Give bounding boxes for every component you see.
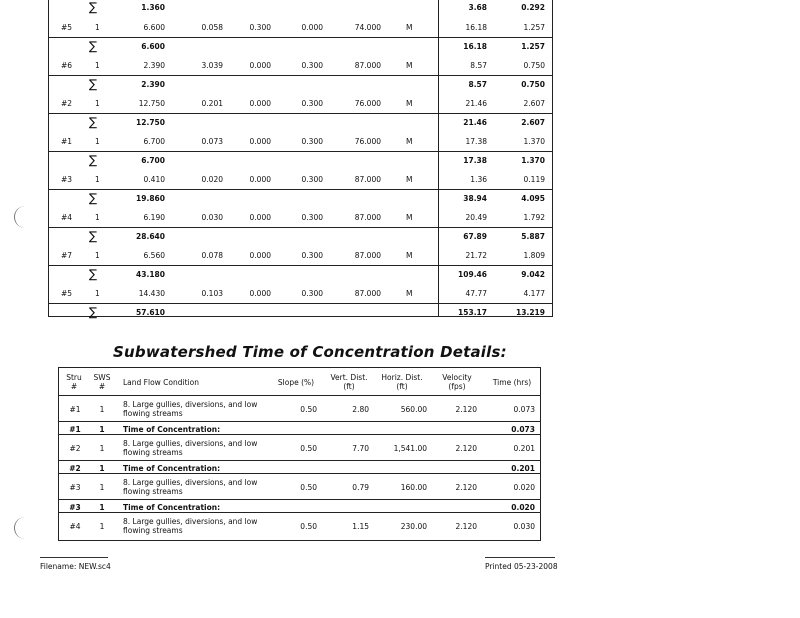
cell-c3: 0.300 [301, 137, 323, 146]
tc-cell-sws: 1 [99, 522, 105, 531]
table-row [49, 94, 552, 113]
tc-cell-land: 8. Large gullies, diversions, and low flowing streams [123, 478, 258, 496]
cell-area: 6.700 [143, 137, 165, 146]
cell-c3: 0.300 [301, 175, 323, 184]
tc-cell-vert: 2.80 [352, 405, 369, 414]
cell-q: 1.36 [470, 175, 487, 184]
tc-cell-horiz: 230.00 [400, 522, 427, 531]
cell-v: 13.219 [516, 308, 545, 317]
cell-cn: 87.000 [354, 61, 381, 70]
cell-q: 109.46 [458, 270, 487, 279]
cell-sws: 1 [95, 99, 100, 108]
cell-area: 6.190 [143, 213, 165, 222]
sigma-total-row [49, 75, 552, 95]
tc-cell-slope: 0.50 [300, 483, 317, 492]
sigma-total-row [49, 37, 552, 57]
sigma-symbol: ∑ [89, 229, 98, 243]
tc-cell-horiz: 160.00 [400, 483, 427, 492]
cell-cn: 87.000 [354, 213, 381, 222]
sigma-total-row [49, 189, 552, 209]
cell-area: 6.600 [143, 23, 165, 32]
tc-cell-slope: 0.50 [300, 444, 317, 453]
cell-m: M [406, 213, 413, 222]
tc-cell-land: 8. Large gullies, diversions, and low flowing streams [123, 517, 258, 535]
cell-area: 57.610 [136, 308, 165, 317]
cell-cn: 76.000 [354, 137, 381, 146]
time-of-concentration-table [58, 367, 541, 541]
table-row [49, 132, 552, 151]
cell-v: 4.177 [523, 289, 545, 298]
footer-printed-date: Printed 05-23-2008 [485, 562, 558, 571]
cell-c1: 0.058 [201, 23, 223, 32]
sigma-symbol: ∑ [89, 191, 98, 205]
cell-id: #7 [61, 251, 73, 260]
cell-c3: 0.300 [301, 213, 323, 222]
cell-cn: 87.000 [354, 251, 381, 260]
header-time: Time (hrs) [492, 378, 532, 387]
tc-cell-stru: #1 [69, 405, 81, 414]
cell-v: 2.607 [521, 118, 545, 127]
cell-area: 19.860 [136, 194, 165, 203]
sigma-symbol: ∑ [89, 153, 98, 167]
cell-sws: 1 [95, 289, 100, 298]
tc-cell-label: Time of Concentration: [123, 425, 221, 434]
tc-cell-sws: 1 [99, 425, 105, 434]
table-row [49, 208, 552, 227]
cell-c1: 3.039 [201, 61, 223, 70]
cell-q: 8.57 [468, 80, 487, 89]
cell-v: 5.887 [521, 232, 545, 241]
cell-m: M [406, 175, 413, 184]
header-stru: Stru # [66, 373, 82, 391]
cell-area: 12.750 [138, 99, 165, 108]
cell-q: 21.46 [465, 99, 487, 108]
table-row [49, 18, 552, 37]
cell-area: 14.430 [138, 289, 165, 298]
cell-area: 6.600 [141, 42, 165, 51]
cell-c3: 0.300 [301, 61, 323, 70]
tc-cell-land: 8. Large gullies, diversions, and low flowing streams [123, 400, 258, 418]
tc-cell-time: 0.020 [511, 503, 535, 512]
cell-m: M [406, 99, 413, 108]
header-horiz-dist: Horiz. Dist. (ft) [381, 373, 423, 391]
tc-detail-row [59, 434, 540, 461]
tc-cell-label: Time of Concentration: [123, 464, 221, 473]
cell-v: 4.095 [521, 194, 545, 203]
tc-cell-stru: #4 [69, 522, 81, 531]
tc-cell-vert: 7.70 [352, 444, 369, 453]
tc-cell-sws: 1 [99, 483, 105, 492]
cell-m: M [406, 289, 413, 298]
tc-cell-velocity: 2.120 [455, 444, 477, 453]
cell-q: 21.46 [463, 118, 487, 127]
cell-area: 2.390 [141, 80, 165, 89]
cell-area: 6.700 [141, 156, 165, 165]
cell-q: 16.18 [463, 42, 487, 51]
header-velocity: Velocity (fps) [442, 373, 472, 391]
cell-q: 38.94 [463, 194, 487, 203]
cell-cn: 76.000 [354, 99, 381, 108]
tc-total-row [59, 499, 540, 513]
tc-cell-vert: 0.79 [352, 483, 369, 492]
sigma-total-row [49, 151, 552, 171]
cell-sws: 1 [95, 23, 100, 32]
cell-sws: 1 [95, 61, 100, 70]
cell-q: 8.57 [470, 61, 487, 70]
sigma-total-row [49, 227, 552, 247]
tc-cell-sws: 1 [99, 444, 105, 453]
tc-cell-sws: 1 [99, 503, 105, 512]
tc-cell-velocity: 2.120 [455, 405, 477, 414]
cell-c2: 0.000 [249, 251, 271, 260]
cell-c2: 0.000 [249, 61, 271, 70]
cell-cn: 74.000 [354, 23, 381, 32]
cell-c2: 0.000 [249, 289, 271, 298]
tc-cell-slope: 0.50 [300, 405, 317, 414]
cell-c1: 0.030 [201, 213, 223, 222]
cell-v: 0.750 [521, 80, 545, 89]
footer-rule [40, 557, 108, 558]
header-sws: SWS # [93, 373, 111, 391]
cell-c2: 0.000 [249, 99, 271, 108]
cell-c2: 0.000 [249, 175, 271, 184]
cell-sws: 1 [95, 137, 100, 146]
tc-cell-stru: #3 [69, 483, 81, 492]
cell-id: #6 [61, 61, 73, 70]
tc-cell-horiz: 1,541.00 [393, 444, 427, 453]
sigma-total-row [49, 113, 552, 133]
tc-cell-stru: #1 [69, 425, 81, 434]
cell-area: 12.750 [136, 118, 165, 127]
tc-cell-time: 0.201 [511, 464, 535, 473]
tc-cell-velocity: 2.120 [455, 483, 477, 492]
cell-id: #1 [61, 137, 73, 146]
cell-area: 1.360 [141, 3, 165, 12]
cell-v: 1.370 [523, 137, 545, 146]
cell-q: 21.72 [465, 251, 487, 260]
tc-total-row [59, 460, 540, 474]
cell-cn: 87.000 [354, 175, 381, 184]
tc-detail-row [59, 473, 540, 500]
cell-area: 6.560 [143, 251, 165, 260]
table-row [49, 246, 552, 265]
cell-m: M [406, 23, 413, 32]
tc-detail-row [59, 395, 540, 422]
cell-sws: 1 [95, 251, 100, 260]
header-vert-dist: Vert. Dist. (ft) [330, 373, 368, 391]
cell-id: #5 [61, 23, 73, 32]
table-row [49, 170, 552, 189]
sigma-symbol: ∑ [89, 39, 98, 53]
cell-sws: 1 [95, 213, 100, 222]
tc-cell-time: 0.030 [513, 522, 535, 531]
tc-cell-time: 0.201 [513, 444, 535, 453]
cell-id: #5 [61, 289, 73, 298]
cell-q: 47.77 [465, 289, 487, 298]
cell-id: #4 [61, 213, 73, 222]
tc-cell-velocity: 2.120 [455, 522, 477, 531]
sigma-total-row [49, 0, 552, 18]
tc-cell-sws: 1 [99, 464, 105, 473]
tc-cell-time: 0.073 [513, 405, 535, 414]
tc-cell-label: Time of Concentration: [123, 503, 221, 512]
cell-v: 1.809 [523, 251, 545, 260]
cell-cn: 87.000 [354, 289, 381, 298]
cell-c1: 0.201 [201, 99, 223, 108]
cell-q: 67.89 [463, 232, 487, 241]
cell-v: 0.750 [523, 61, 545, 70]
punch-hole-mark [14, 206, 27, 228]
cell-c3: 0.300 [301, 251, 323, 260]
sigma-symbol: ∑ [89, 77, 98, 91]
cell-area: 28.640 [136, 232, 165, 241]
cell-c2: 0.000 [249, 213, 271, 222]
cell-q: 17.38 [465, 137, 487, 146]
cell-area: 43.180 [136, 270, 165, 279]
tc-cell-stru: #3 [69, 503, 81, 512]
cell-v: 0.292 [521, 3, 545, 12]
cell-c3: 0.300 [301, 289, 323, 298]
cell-c1: 0.073 [201, 137, 223, 146]
cell-q: 17.38 [463, 156, 487, 165]
footer-rule [485, 557, 555, 558]
cell-c1: 0.078 [201, 251, 223, 260]
cell-c1: 0.020 [201, 175, 223, 184]
cell-id: #2 [61, 99, 73, 108]
cell-v: 9.042 [521, 270, 545, 279]
sigma-total-row [49, 265, 552, 285]
cell-m: M [406, 61, 413, 70]
table-row [49, 284, 552, 303]
cell-v: 1.257 [521, 42, 545, 51]
tc-cell-stru: #2 [69, 464, 81, 473]
summary-table [48, 0, 553, 317]
sigma-symbol: ∑ [89, 305, 98, 319]
cell-v: 0.119 [523, 175, 545, 184]
tc-detail-row [59, 512, 540, 539]
cell-q: 3.68 [468, 3, 487, 12]
tc-cell-sws: 1 [99, 405, 105, 414]
cell-v: 1.792 [523, 213, 545, 222]
sigma-total-row [49, 303, 552, 323]
cell-c2: 0.300 [249, 23, 271, 32]
cell-c3: 0.000 [301, 23, 323, 32]
tc-cell-vert: 1.15 [352, 522, 369, 531]
tc-cell-time: 0.073 [511, 425, 535, 434]
sigma-symbol: ∑ [89, 267, 98, 281]
cell-area: 2.390 [143, 61, 165, 70]
cell-m: M [406, 137, 413, 146]
cell-id: #3 [61, 175, 73, 184]
tc-cell-horiz: 560.00 [400, 405, 427, 414]
punch-hole-mark [14, 517, 27, 539]
tc-cell-slope: 0.50 [300, 522, 317, 531]
cell-m: M [406, 251, 413, 260]
header-land-flow: Land Flow Condition [123, 378, 199, 387]
cell-sws: 1 [95, 175, 100, 184]
cell-v: 1.370 [521, 156, 545, 165]
sigma-symbol: ∑ [89, 115, 98, 129]
cell-area: 0.410 [143, 175, 165, 184]
cell-c3: 0.300 [301, 99, 323, 108]
section-title: Subwatershed Time of Concentration Details: [113, 343, 507, 361]
tc-total-row [59, 421, 540, 435]
footer-filename: Filename: NEW.sc4 [40, 562, 111, 571]
tc-cell-time: 0.020 [513, 483, 535, 492]
cell-c1: 0.103 [201, 289, 223, 298]
table-row [49, 56, 552, 75]
tc-cell-stru: #2 [69, 444, 81, 453]
cell-q: 20.49 [465, 213, 487, 222]
cell-v: 1.257 [523, 23, 545, 32]
cell-q: 153.17 [458, 308, 487, 317]
tc-cell-land: 8. Large gullies, diversions, and low flowing streams [123, 439, 258, 457]
sigma-symbol: ∑ [89, 0, 98, 14]
cell-q: 16.18 [465, 23, 487, 32]
header-slope: Slope (%) [277, 378, 315, 387]
cell-v: 2.607 [523, 99, 545, 108]
cell-c2: 0.000 [249, 137, 271, 146]
